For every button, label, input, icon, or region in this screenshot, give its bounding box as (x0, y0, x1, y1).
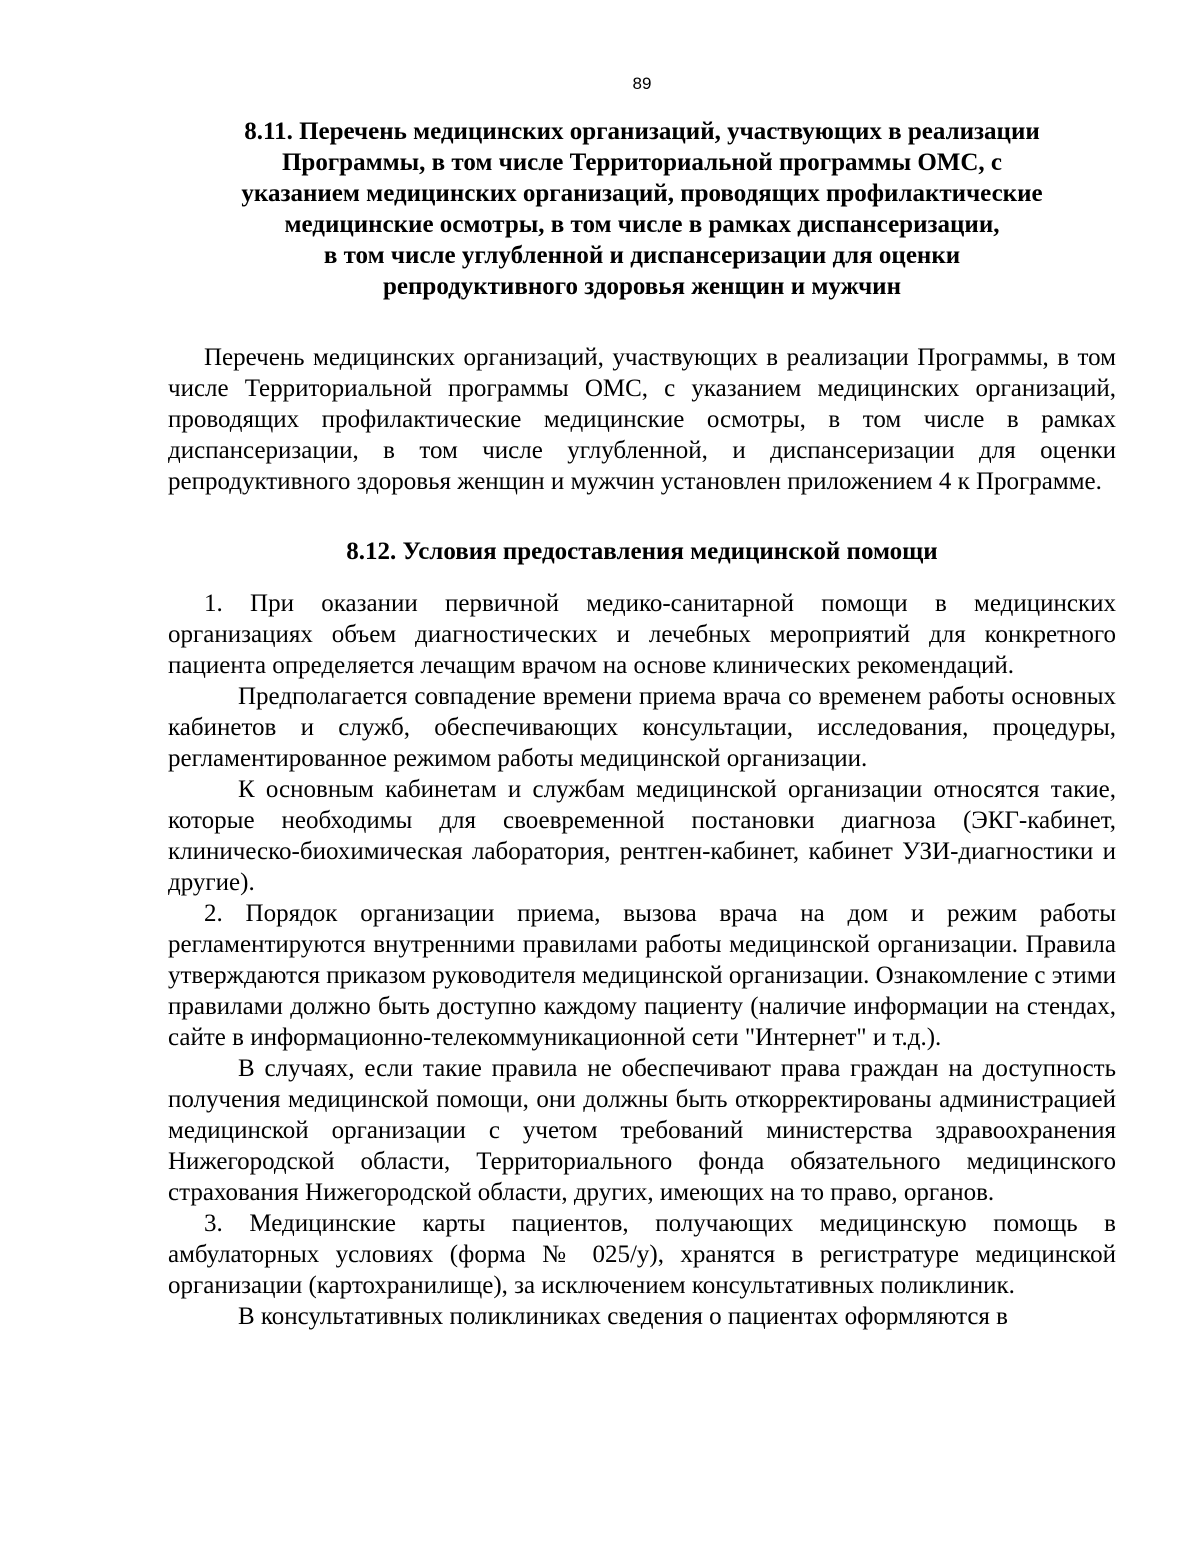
heading-line: репродуктивного здоровья женщин и мужчин (383, 273, 901, 300)
section-8-11-paragraph: Перечень медицинских организаций, участвующих в реализации Программы, в том числе Территориальной программы ОМС, с указанием медицинских организаций, проводящих профилактические медицинские осмотры, в том числе в рамках диспансеризации, в том числе углубленной, и диспансеризации для оценки репродуктивного здоровья женщин и мужчин установлен приложением 4 к Программе. (168, 344, 1116, 495)
paragraph-consultative-clinics: В консультативных поликлиниках сведения о пациентах оформляются в (238, 1303, 1008, 1330)
heading-line: в том числе углубленной и диспансеризации для оценки (323, 242, 961, 269)
page-number: 89 (632, 74, 652, 93)
heading-line: медицинские осмотры, в том числе в рамках диспансеризации, (284, 211, 1000, 238)
paragraph-reception-time: Предполагается совпадение времени приема врача со временем работы основных кабинетов и служб, обеспечивающих консультации, исследования, процедуры, регламентированное режимом работы медицинской организации. (168, 683, 1116, 772)
heading-line: Программы, в том числе Территориальной программы ОМС, с (281, 149, 1003, 176)
section-8-11-heading (168, 116, 1116, 302)
paragraph-item-2: 2. Порядок организации приема, вызова врача на дом и режим работы регламентируются внутренними правилами работы медицинской организации. Правила утверждаются приказом руководителя медицинской организации. Ознакомление с этими правилами должно быть доступно каждому пациенту (наличие информации на стендах, сайте в информационно-телекоммуникационной сети "Интернет" и т.д.). (168, 900, 1116, 1051)
paragraph-item-1: 1. При оказании первичной медико-санитарной помощи в медицинских организациях объем диагностических и лечебных мероприятий для конкретного пациента определяется лечащим врачом на основе клинических рекомендаций. (168, 590, 1116, 679)
heading-line: указанием медицинских организаций, проводящих профилактические (241, 180, 1043, 207)
page-content (168, 116, 1116, 1332)
paragraph-main-offices: К основным кабинетам и службам медицинской организации относятся такие, которые необходимы для своевременной постановки диагноза (ЭКГ-кабинет, клиническо-биохимическая лаборатория, рентген-кабинет, кабинет УЗИ-диагностики и другие). (168, 776, 1116, 896)
heading-line: 8.11. Перечень медицинских организаций, участвующих в реализации (244, 118, 1040, 145)
paragraph-rules-correction: В случаях, если такие правила не обеспечивают права граждан на доступность получения медицинской помощи, они должны быть откорректированы администрацией медицинской организации с учетом требований министерства здравоохранения Нижегородской области, Территориального фонда обязательного медицинского страхования Нижегородской области, других, имеющих на то право, органов. (168, 1055, 1116, 1206)
section-8-12-heading: 8.12. Условия предоставления медицинской помощи (346, 538, 938, 565)
paragraph-item-3: 3. Медицинские карты пациентов, получающих медицинскую помощь в амбулаторных условиях (форма № 025/у), хранятся в регистратуре медицинской организации (картохранилище), за исключением консультативных поликлиник. (168, 1210, 1116, 1299)
